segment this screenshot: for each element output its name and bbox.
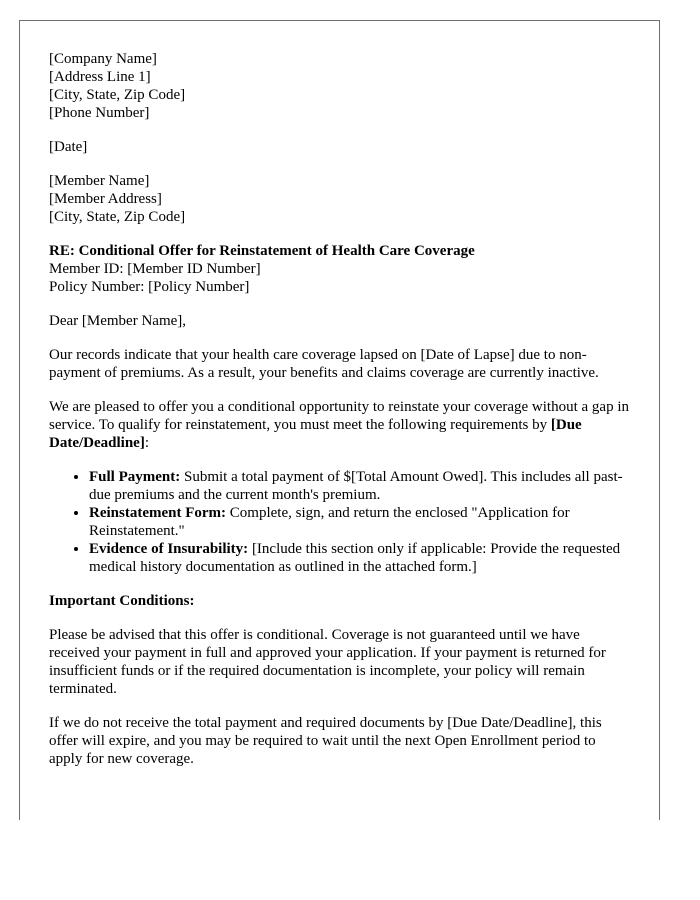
subject-block (49, 242, 629, 296)
list-item (89, 468, 629, 504)
recipient-address (49, 172, 629, 226)
conditions-paragraph: Please be advised that this offer is conditional. Coverage is not guaranteed until we have received your payment in full and approved your application. If your payment is returned for insufficient funds or if the required documentation is incomplete, your policy will remain terminated. (49, 627, 606, 697)
sender-address-line: [Address Line 1] (49, 69, 151, 85)
expiry-paragraph: If we do not receive the total payment and required documents by [Due Date/Deadline], this offer will expire, and you may be required to wait until the next Open Enrollment period to apply for new coverage. (49, 715, 602, 767)
recipient-city: [City, State, Zip Code] (49, 209, 186, 225)
letter-body (49, 50, 629, 784)
requirement-label: Reinstatement Form: (89, 505, 227, 521)
offer-deadline: [Due Date/Deadline] (49, 417, 582, 451)
requirements-list (49, 468, 629, 576)
member-id: Member ID: [Member ID Number] (49, 261, 261, 277)
offer-paragraph (49, 398, 629, 452)
letter-date (49, 138, 629, 156)
requirement-label: Evidence of Insurability: (89, 541, 249, 557)
recipient-address-line: [Member Address] (49, 191, 162, 207)
sender-city: [City, State, Zip Code] (49, 87, 186, 103)
recipient-name: [Member Name] (49, 173, 150, 189)
date-text: [Date] (49, 139, 88, 155)
offer-colon: : (144, 435, 149, 451)
lapse-paragraph: Our records indicate that your health care coverage lapsed on [Date of Lapse] due to non-payment of premiums. As a result, your benefits and claims coverage are currently inactive. (49, 347, 599, 381)
sender-company: [Company Name] (49, 51, 157, 67)
list-item (89, 504, 629, 540)
list-item (89, 540, 629, 576)
subject-line: RE: Conditional Offer for Reinstatement of Health Care Coverage (49, 243, 475, 259)
requirement-label: Full Payment: (89, 469, 181, 485)
policy-number: Policy Number: [Policy Number] (49, 279, 250, 295)
conditions-heading: Important Conditions: (49, 593, 195, 609)
requirement-text: Complete, sign, and return the enclosed "Application for Reinstatement." (89, 505, 570, 539)
letter-page (19, 20, 660, 820)
requirement-text: Submit a total payment of $[Total Amount Owed]. This includes all past-due premiums and the current month's premium. (89, 469, 623, 503)
sender-phone: [Phone Number] (49, 105, 150, 121)
offer-text: We are pleased to offer you a conditional opportunity to reinstate your coverage without a gap in service. To qualify for reinstatement, you must meet the following requirements by (49, 399, 629, 433)
sender-address (49, 50, 629, 122)
requirement-text: [Include this section only if applicable: Provide the requested medical history documentation as outlined in the attached form.] (89, 541, 621, 575)
salutation: Dear [Member Name], (49, 313, 187, 329)
